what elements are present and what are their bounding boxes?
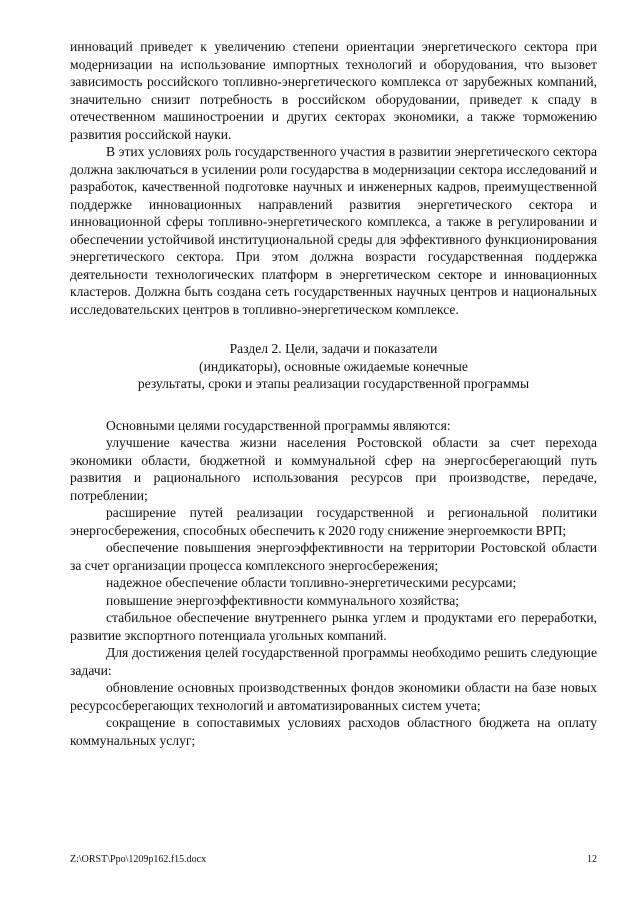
- goal-item: расширение путей реализации государственной и региональной политики энергосбережения, способных обеспечить к 2020 году снижение энергоемкости ВРП;: [70, 505, 597, 538]
- task-item: сокращение в сопоставимых условиях расходов областного бюджета на оплату коммунальных услуг;: [70, 715, 597, 748]
- section-title: [70, 340, 597, 393]
- goal-item: обеспечение повышения энергоэффективности на территории Ростовской области за счет организации процесса комплексного энергосбережения;: [70, 540, 597, 573]
- paragraph: В этих условиях роль государственного участия в развитии энергетического сектора должна заключаться в усилении роли государства в модернизации сектора исследований и разработок, качественной подготовке научных и инженерных кадров, преимущественной поддержке инновационных направлений развития энергетического сектора и инновационной сферы топливно-энергетического комплекса, а также в регулировании и обеспечении устойчивой институциональной среды для эффективного функционирования энергетического сектора. При этом должна возрасти государственная поддержка деятельности технологических платформ в энергетическом секторе и инновационных кластеров. Должна быть создана сеть государственных научных центров и национальных исследовательских центров в топливно-энергетическом комплексе.: [70, 144, 597, 317]
- task-item: обновление основных производственных фондов экономики области на базе новых ресурсосберегающих технологий и автоматизированных систем учета;: [70, 680, 597, 713]
- goal-item: стабильное обеспечение внутреннего рынка углем и продуктами его переработки, развитие экспортного потенциала угольных компаний.: [70, 610, 597, 643]
- page-footer: [70, 854, 597, 865]
- section-title-line: Раздел 2. Цели, задачи и показатели: [229, 341, 438, 356]
- tasks-intro: Для достижения целей государственной программы необходимо решить следующие задачи:: [70, 645, 597, 678]
- paragraph: инноваций приведет к увеличению степени ориентации энергетического сектора при модернизации на использование импортных технологий и оборудования, что вызовет зависимость российского топливно-энергетического комплекса от зарубежных компаний, значительно снизит потребность в российском оборудовании, приведет к спаду в отечественном машиностроении и других секторах экономики, а также торможению развития российской науки.: [70, 39, 597, 142]
- goal-item: улучшение качества жизни населения Ростовской области за счет перехода экономики области, бюджетной и коммунальной сфер на энергосберегающий путь развития и рационального использования ресурсов при производстве, передаче, потреблении;: [70, 435, 597, 503]
- document-page: [70, 38, 597, 749]
- file-path: Z:\ORST\Ppo\1209p162.f15.docx: [70, 854, 207, 865]
- goal-item: надежное обеспечение области топливно-энергетическими ресурсами;: [106, 575, 517, 590]
- section-title-line: (индикаторы), основные ожидаемые конечные: [199, 358, 468, 374]
- page-number: 12: [587, 854, 597, 865]
- goals-intro: Основными целями государственной программы являются:: [106, 417, 451, 433]
- section-title-line: результаты, сроки и этапы реализации государственной программы: [137, 376, 530, 391]
- goal-item: повышение энергоэффективности коммунального хозяйства;: [106, 592, 460, 608]
